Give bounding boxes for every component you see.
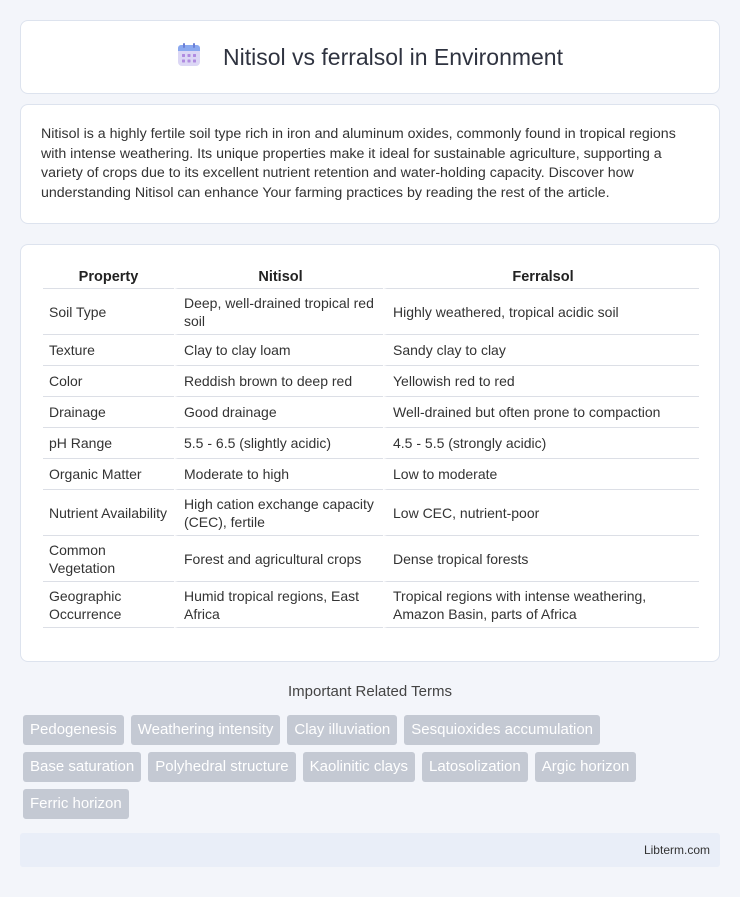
intro-card — [20, 104, 720, 224]
property-cell: Organic Matter — [43, 459, 174, 490]
term-tag[interactable]: Pedogenesis — [23, 715, 124, 745]
nitisol-cell: Forest and agricultural crops — [174, 536, 383, 582]
nitisol-cell: Moderate to high — [174, 459, 383, 490]
header-ferralsol: Ferralsol — [383, 267, 699, 289]
related-terms-list — [23, 715, 713, 819]
term-tag[interactable]: Base saturation — [23, 752, 141, 782]
comparison-table — [43, 267, 699, 628]
ferralsol-cell: Low to moderate — [383, 459, 699, 490]
table-row — [43, 289, 699, 335]
property-cell: Nutrient Availability — [43, 490, 174, 536]
nitisol-cell: Good drainage — [174, 397, 383, 428]
property-cell: Geographic Occurrence — [43, 582, 174, 628]
table-row — [43, 582, 699, 628]
property-cell: Texture — [43, 335, 174, 366]
page-title: Nitisol vs ferralsol in Environment — [222, 43, 563, 70]
header-property: Property — [43, 267, 174, 289]
nitisol-cell: High cation exchange capacity (CEC), fertile — [174, 490, 383, 536]
ferralsol-cell: Low CEC, nutrient-poor — [383, 490, 699, 536]
table-row — [43, 366, 699, 397]
table-row — [43, 335, 699, 366]
intro-paragraph: Nitisol is a highly fertile soil type rich in iron and aluminum oxides, commonly found in tropical regions with intense weathering. Its unique properties make it ideal for sustainable agriculture, supporting a variety of crops due to its excellent nutrient retention and water-holding capacity. Discover how understanding Nitisol can enhance Your farming practices by reading the rest of the article. — [41, 126, 676, 201]
nitisol-cell: Deep, well-drained tropical red soil — [174, 289, 383, 335]
term-tag[interactable]: Latosolization — [422, 752, 528, 782]
comparison-table-card — [20, 244, 720, 662]
header-nitisol: Nitisol — [174, 267, 383, 289]
nitisol-cell: Reddish brown to deep red — [174, 366, 383, 397]
term-tag[interactable]: Sesquioxides accumulation — [404, 715, 600, 745]
calendar-icon — [177, 43, 201, 72]
nitisol-cell: 5.5 - 6.5 (slightly acidic) — [174, 428, 383, 459]
term-tag[interactable]: Clay illuviation — [287, 715, 397, 745]
header — [177, 43, 563, 72]
ferralsol-cell: 4.5 - 5.5 (strongly acidic) — [383, 428, 699, 459]
ferralsol-cell: Dense tropical forests — [383, 536, 699, 582]
nitisol-cell: Clay to clay loam — [174, 335, 383, 366]
table-row — [43, 490, 699, 536]
term-tag[interactable]: Weathering intensity — [131, 715, 281, 745]
ferralsol-cell: Tropical regions with intense weathering, Amazon Basin, parts of Africa — [383, 582, 699, 628]
ferralsol-cell: Yellowish red to red — [383, 366, 699, 397]
property-cell: Soil Type — [43, 289, 174, 335]
term-tag[interactable]: Kaolinitic clays — [303, 752, 415, 782]
term-tag[interactable]: Ferric horizon — [23, 789, 129, 819]
ferralsol-cell: Sandy clay to clay — [383, 335, 699, 366]
footer-site-link[interactable]: Libterm.com — [643, 843, 710, 857]
property-cell: Color — [43, 366, 174, 397]
table-header-row — [43, 267, 699, 289]
table-row — [43, 397, 699, 428]
term-tag[interactable]: Argic horizon — [535, 752, 637, 782]
related-terms-title: Important Related Terms — [288, 683, 452, 700]
table-row — [43, 536, 699, 582]
table-row — [43, 428, 699, 459]
property-cell: pH Range — [43, 428, 174, 459]
ferralsol-cell: Highly weathered, tropical acidic soil — [383, 289, 699, 335]
nitisol-cell: Humid tropical regions, East Africa — [174, 582, 383, 628]
term-tag[interactable]: Polyhedral structure — [148, 752, 295, 782]
ferralsol-cell: Well-drained but often prone to compaction — [383, 397, 699, 428]
property-cell: Drainage — [43, 397, 174, 428]
header-card — [20, 20, 720, 94]
property-cell: Common Vegetation — [43, 536, 174, 582]
footer — [20, 833, 720, 867]
table-row — [43, 459, 699, 490]
